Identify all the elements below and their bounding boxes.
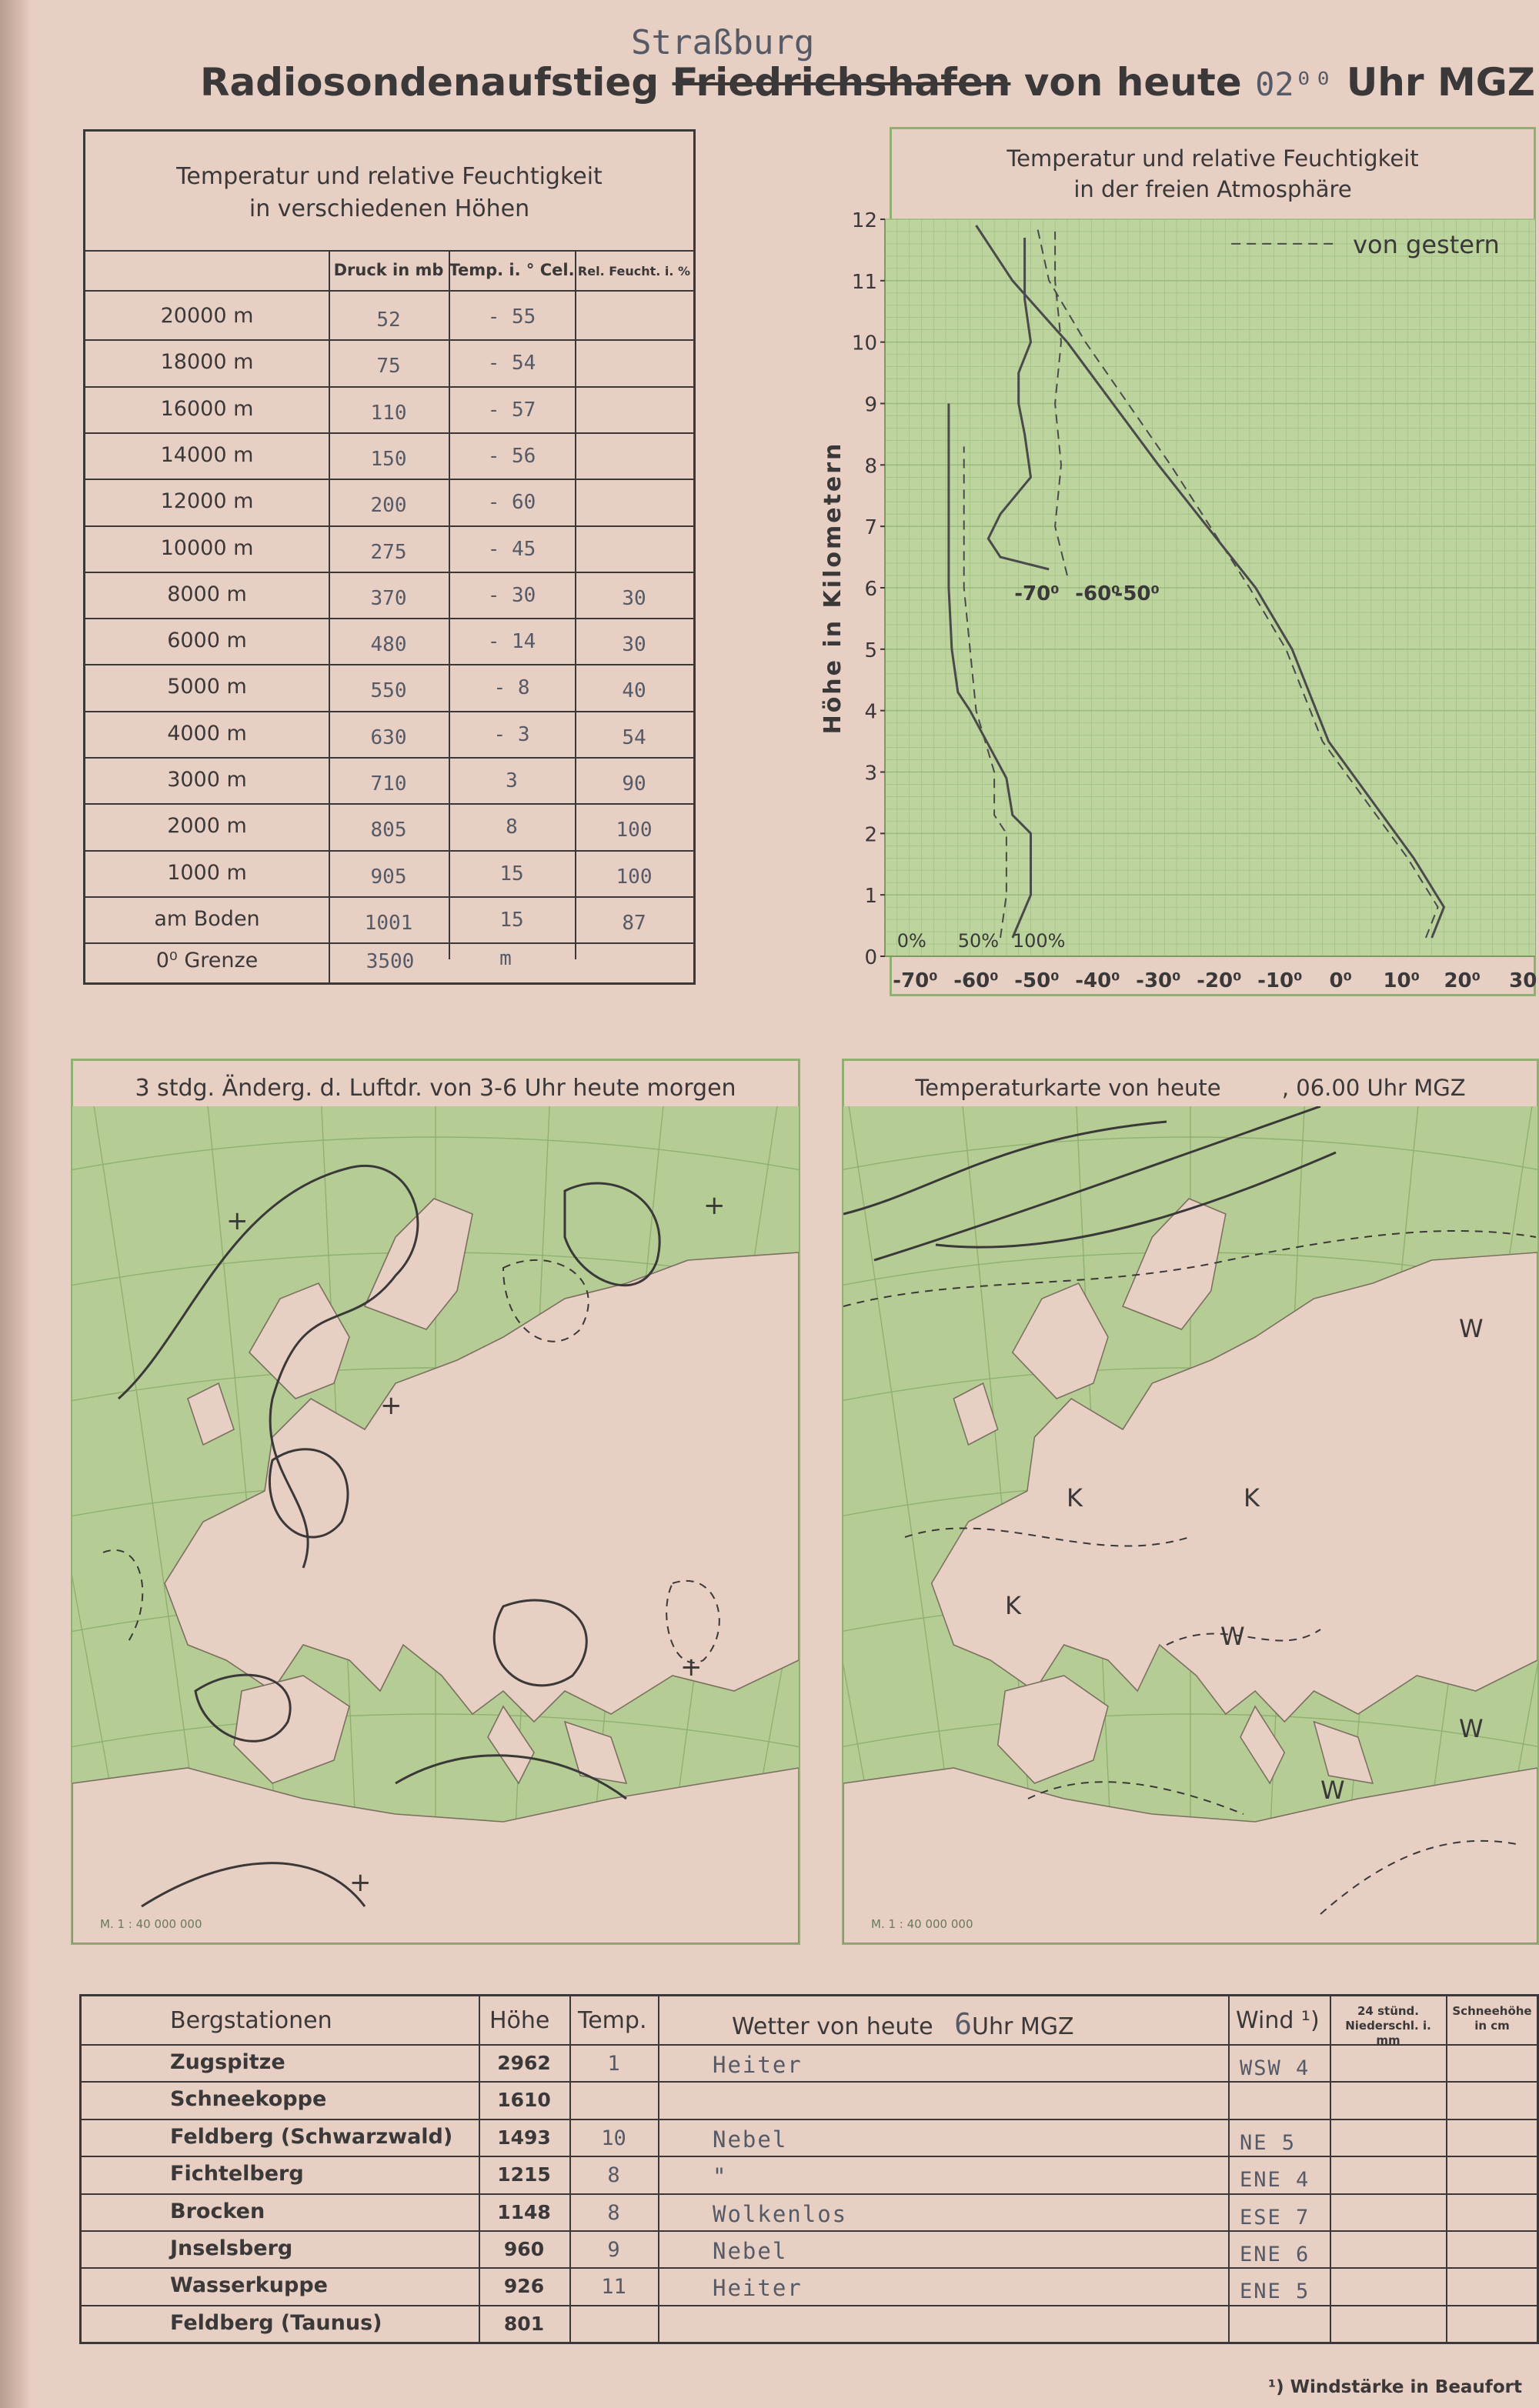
row-height-label: 2000 m [167, 814, 247, 839]
station-wind: ESE 7 [1240, 2205, 1310, 2230]
row-pressure: 275 [370, 540, 407, 564]
row-temperature: - 56 [487, 444, 536, 468]
sounding-chart-title-line2: in der freien Atmosphäre [1073, 176, 1352, 202]
height-table-title [85, 161, 693, 225]
secondary-temp-label: -70⁰ [1014, 582, 1060, 605]
row-pressure: 75 [376, 355, 401, 379]
temp-marker: W [1459, 1714, 1484, 1743]
header-weather-label: Wetter von heute [732, 2013, 933, 2040]
temperature-map-title [844, 1075, 1537, 1101]
station-hoehe: 2962 [497, 2052, 551, 2074]
station-hoehe: 1610 [497, 2089, 551, 2112]
handwritten-station: Straßburg [631, 23, 815, 62]
station-name: Feldberg (Schwarzwald) [170, 2124, 453, 2149]
humidity-scale-label: 50% [957, 930, 1000, 952]
row-height-label: 5000 m [167, 675, 247, 699]
header-hoehe: Höhe [489, 2007, 550, 2034]
row-humidity: 54 [622, 725, 646, 749]
temperature-map-title-time: , 06.00 Uhr MGZ [1281, 1075, 1466, 1101]
row-pressure: 550 [370, 679, 407, 703]
plus-marker: + [680, 1652, 703, 1683]
x-tick-label: -20⁰ [1197, 969, 1242, 992]
temp-marker: K [1005, 1591, 1021, 1620]
row-temperature: - 30 [487, 583, 536, 607]
station-wind: ENE 4 [1240, 2168, 1310, 2193]
x-tick-label: -50⁰ [1014, 969, 1060, 992]
station-weather: Heiter [713, 2052, 803, 2078]
y-tick-label: 3 [864, 762, 877, 785]
bt-col-divider [1446, 1996, 1447, 2342]
row-height-label: 8000 m [167, 582, 247, 606]
station-hoehe: 926 [503, 2275, 545, 2298]
title-prefix: Radiosondenaufstieg [200, 60, 659, 105]
table-row-line [85, 896, 693, 898]
table-row-line [85, 711, 693, 712]
temp-marker: K [1244, 1483, 1260, 1513]
row-height-label: 3000 m [167, 768, 247, 792]
y-tick-label: 8 [864, 455, 877, 479]
station-name: Feldberg (Taunus) [170, 2310, 382, 2335]
bt-row-line [82, 2305, 1537, 2306]
table-title-divider [85, 250, 693, 252]
header-weather [732, 2007, 1074, 2041]
row-humidity: 87 [622, 911, 646, 935]
table-row-line [85, 942, 693, 944]
header-precip: 24 stünd. Niederschl. i. mm [1345, 2004, 1431, 2047]
column-header: Temp. i. ° Cel. [449, 261, 575, 279]
x-tick-label: -30⁰ [1136, 969, 1181, 992]
temp-marker: W [1320, 1776, 1345, 1805]
bt-row-line [82, 2267, 1537, 2269]
x-tick-label: 0⁰ [1329, 969, 1353, 992]
pressure-change-map [72, 1106, 799, 1943]
station-weather: Nebel [713, 2237, 788, 2264]
row-temperature: - 45 [487, 537, 536, 561]
station-wind: ENE 6 [1240, 2242, 1310, 2266]
y-tick-label: 10 [851, 332, 877, 355]
y-axis-label: Höhe in Kilometern [820, 441, 846, 735]
row-temperature: - 54 [487, 352, 536, 375]
title-suffix: Uhr MGZ [1346, 60, 1535, 105]
row-pressure: 200 [370, 494, 407, 518]
bt-row-line [82, 2156, 1537, 2157]
row-temperature: 15 [499, 908, 524, 932]
station-weather: " [713, 2163, 728, 2190]
row-pressure: 905 [370, 865, 407, 889]
map-scale: M. 1 : 40 000 000 [871, 1917, 973, 1931]
row-humidity: 30 [622, 586, 646, 610]
table-row-line [85, 432, 693, 434]
x-tick-label: -10⁰ [1257, 969, 1303, 992]
row-temperature: 15 [499, 862, 524, 885]
row-height-label: 12000 m [160, 489, 254, 514]
x-tick-label: -70⁰ [893, 969, 938, 992]
plus-marker: + [226, 1206, 249, 1236]
station-temp: 8 [607, 2200, 620, 2225]
header-stations: Bergstationen [170, 2007, 332, 2034]
row-height-label: 6000 m [167, 629, 247, 653]
row-pressure: 805 [370, 819, 407, 842]
row-height-label: 14000 m [160, 442, 254, 467]
row-height-label: 1000 m [167, 860, 247, 885]
station-weather: Wolkenlos [713, 2200, 848, 2227]
table-row-line [85, 525, 693, 527]
station-wind: NE 5 [1240, 2130, 1297, 2155]
row-pressure: 1001 [364, 911, 413, 935]
legend-label: von gestern [1353, 229, 1500, 259]
table-row-line [85, 757, 693, 759]
table-header-divider [85, 290, 693, 292]
sounding-chart-title-line1: Temperatur und relative Feuchtigkeit [1007, 145, 1419, 172]
row-height-label: 10000 m [160, 535, 254, 560]
height-table-title-line1: Temperatur und relative Feuchtigkeit [176, 163, 603, 190]
row-humidity: 90 [622, 772, 646, 795]
station-name: Fichtelberg [170, 2162, 304, 2186]
table-row-line [85, 850, 693, 852]
y-tick-label: 2 [864, 823, 877, 847]
zero-degree-unit: m [499, 947, 512, 971]
station-temp: 9 [607, 2237, 620, 2262]
row-height-label: 20000 m [160, 304, 254, 328]
mountain-stations-table [79, 1994, 1539, 2344]
humidity-scale-label: 0% [896, 930, 926, 952]
y-tick-label: 11 [851, 270, 877, 294]
handwritten-time: 02⁰⁰ [1255, 65, 1334, 103]
row-height-label: am Boden [154, 906, 260, 931]
row-pressure: 480 [370, 633, 407, 657]
sounding-chart [800, 185, 1539, 1008]
station-wind: ENE 5 [1240, 2280, 1310, 2304]
station-name: Schneekoppe [170, 2087, 327, 2112]
bt-header-divider [82, 2044, 1537, 2046]
station-temp: 10 [601, 2126, 626, 2150]
grid [885, 219, 1535, 956]
table-row-line [85, 479, 693, 480]
bt-col-divider [658, 1996, 659, 2342]
row-temperature: - 55 [487, 305, 536, 329]
row-humidity: 100 [616, 819, 653, 842]
temperature-map-title-main: Temperaturkarte von heute [915, 1075, 1221, 1101]
x-tick-label: 20⁰ [1444, 969, 1481, 992]
row-temperature: - 14 [487, 630, 536, 654]
header-snow: Schneehöhe in cm [1452, 2004, 1532, 2033]
y-tick-label: 0 [864, 946, 877, 969]
x-tick-label: 30 [1509, 969, 1537, 992]
row-pressure: 150 [370, 447, 407, 471]
row-pressure: 110 [370, 401, 407, 425]
zero-degree-value: 3500 [366, 950, 415, 974]
row-pressure: 52 [376, 309, 401, 332]
x-tick-label: -60⁰ [953, 969, 999, 992]
y-tick-label: 5 [864, 639, 877, 662]
station-hoehe: 1493 [497, 2126, 551, 2149]
row-temperature: 3 [506, 769, 518, 792]
header-weather-suffix: Uhr MGZ [972, 2013, 1074, 2040]
plus-marker: + [349, 1867, 372, 1898]
station-hoehe: 960 [503, 2237, 545, 2260]
table-row-line [85, 339, 693, 341]
station-wind: WSW 4 [1240, 2056, 1310, 2080]
row-temperature: - 57 [487, 398, 536, 422]
wind-footnote: ¹) Windstärke in Beaufort [1268, 2377, 1522, 2397]
temp-marker: K [1067, 1483, 1083, 1513]
row-temperature: - 3 [493, 722, 530, 746]
struck-station: Friedrichshafen [672, 60, 1011, 105]
y-tick-label: 4 [864, 700, 877, 724]
table-row-line [85, 664, 693, 665]
bt-row-line [82, 2193, 1537, 2195]
row-humidity: 100 [616, 865, 653, 889]
row-pressure: 370 [370, 586, 407, 610]
secondary-temp-label: -60⁰ [1075, 582, 1120, 605]
height-table [83, 129, 696, 985]
bt-col-divider [1330, 1996, 1331, 2342]
bt-col-divider [1228, 1996, 1230, 2342]
row-height-label: 16000 m [160, 396, 254, 421]
row-humidity: 40 [622, 679, 646, 703]
station-temp: 11 [601, 2275, 626, 2300]
temp-marker: W [1459, 1314, 1484, 1343]
station-name: Wasserkuppe [170, 2273, 328, 2298]
height-table-title-line2: in verschiedenen Höhen [249, 195, 530, 222]
column-header: Rel. Feucht. i. % [577, 264, 691, 278]
header-wind: Wind ¹) [1236, 2007, 1320, 2034]
table-row-line [85, 618, 693, 619]
pressure-change-map-title: 3 stdg. Änderg. d. Luftdr. von 3-6 Uhr heute morgen [135, 1075, 736, 1102]
station-hoehe: 1148 [497, 2200, 551, 2223]
zero-degree-label: 0⁰ Grenze [155, 949, 259, 973]
row-height-label: 18000 m [160, 350, 254, 375]
station-hoehe: 801 [503, 2312, 545, 2335]
bt-row-line [82, 2119, 1537, 2120]
y-tick-label: 7 [864, 516, 877, 540]
y-tick-label: 1 [864, 885, 877, 909]
title-middle: von heute [1023, 60, 1242, 105]
row-height-label: 4000 m [167, 721, 247, 745]
humidity-scale-label: 100% [1012, 930, 1066, 952]
station-name: Jnselsberg [170, 2236, 293, 2260]
y-tick-label: 12 [851, 209, 877, 232]
row-temperature: - 60 [487, 491, 536, 515]
table-row-line [85, 572, 693, 573]
x-tick-label: 10⁰ [1383, 969, 1420, 992]
row-temperature: 8 [506, 815, 518, 839]
page-title [200, 60, 1535, 105]
y-tick-label: 6 [864, 578, 877, 601]
secondary-temp-label: -50⁰ [1114, 582, 1160, 605]
station-hoehe: 1215 [497, 2163, 551, 2186]
map-scale: M. 1 : 40 000 000 [100, 1917, 202, 1931]
table-row-line [85, 386, 693, 388]
station-weather: Nebel [713, 2126, 788, 2153]
bt-row-line [82, 2230, 1537, 2232]
station-name: Brocken [170, 2199, 265, 2223]
table-row-line [85, 803, 693, 805]
plus-marker: + [703, 1190, 726, 1221]
row-temperature: - 8 [493, 676, 530, 700]
x-tick-label: -40⁰ [1075, 969, 1120, 992]
temperature-map [843, 1106, 1537, 1943]
row-pressure: 630 [370, 725, 407, 749]
temp-marker: W [1220, 1622, 1245, 1651]
book-binding [0, 0, 31, 2408]
row-pressure: 710 [370, 772, 407, 795]
station-temp: 8 [607, 2163, 620, 2188]
plus-marker: + [380, 1390, 402, 1421]
station-name: Zugspitze [170, 2050, 285, 2074]
header-temp: Temp. [578, 2007, 647, 2034]
station-weather: Heiter [713, 2275, 803, 2302]
y-tick-label: 9 [864, 393, 877, 417]
column-header: Druck in mb [333, 261, 444, 279]
station-temp: 1 [607, 2052, 620, 2076]
row-humidity: 30 [622, 633, 646, 657]
header-weather-hour: 6 [954, 2007, 973, 2041]
bt-row-line [82, 2081, 1537, 2083]
